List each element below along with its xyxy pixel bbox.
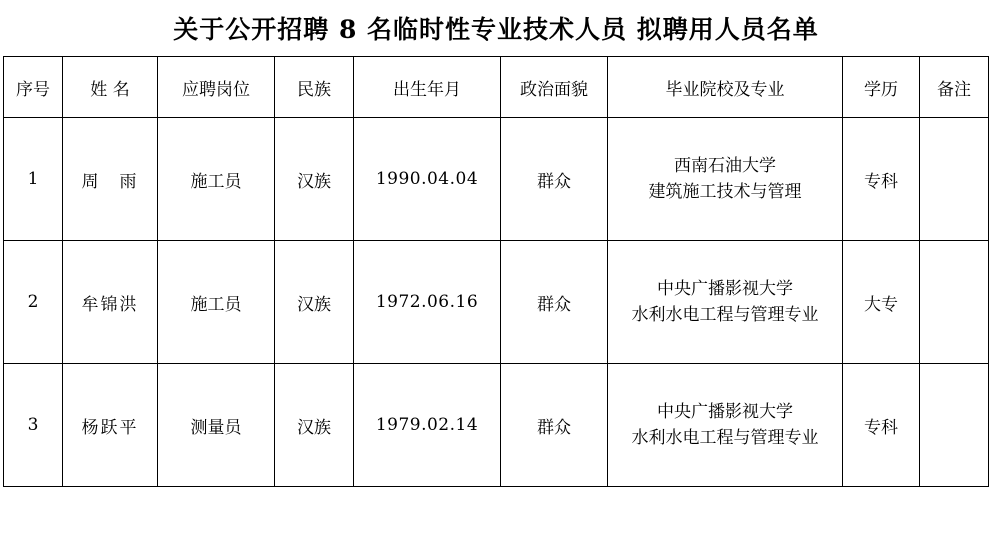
cell-ethnicity: 汉族 bbox=[275, 118, 354, 241]
cell-name: 周 雨 bbox=[63, 118, 158, 241]
cell-school bbox=[608, 241, 843, 364]
cell-birthdate: 1990.04.04 bbox=[354, 118, 501, 241]
table-header-row bbox=[4, 57, 989, 118]
table-row bbox=[4, 364, 989, 487]
page-title: 关于公开招聘 8 名临时性专业技术人员 拟聘用人员名单 bbox=[173, 15, 819, 44]
cell-political: 群众 bbox=[501, 364, 608, 487]
table-body bbox=[4, 118, 989, 487]
table-row bbox=[4, 241, 989, 364]
table-header bbox=[4, 57, 989, 118]
cell-birthdate: 1979.02.14 bbox=[354, 364, 501, 487]
column-header-school: 毕业院校及专业 bbox=[608, 57, 843, 118]
cell-no: 2 bbox=[4, 241, 63, 364]
school-name: 中央广播影视大学 bbox=[657, 278, 793, 299]
school-major: 水利水电工程与管理专业 bbox=[631, 428, 819, 448]
cell-ethnicity: 汉族 bbox=[275, 241, 354, 364]
column-header-political: 政治面貌 bbox=[501, 57, 608, 118]
column-header-birthdate: 出生年月 bbox=[354, 57, 501, 118]
cell-education: 专科 bbox=[843, 364, 920, 487]
cell-no: 1 bbox=[4, 118, 63, 241]
school-major: 建筑施工技术与管理 bbox=[648, 182, 802, 202]
school-name: 中央广播影视大学 bbox=[657, 401, 793, 422]
table-row bbox=[4, 118, 989, 241]
school-name: 西南石油大学 bbox=[674, 155, 776, 176]
candidates-table bbox=[3, 56, 989, 487]
cell-name: 牟锦洪 bbox=[63, 241, 158, 364]
cell-remark bbox=[920, 118, 989, 241]
cell-ethnicity: 汉族 bbox=[275, 364, 354, 487]
cell-political: 群众 bbox=[501, 241, 608, 364]
cell-name: 杨跃平 bbox=[63, 364, 158, 487]
column-header-ethnicity: 民族 bbox=[275, 57, 354, 118]
cell-education: 大专 bbox=[843, 241, 920, 364]
cell-birthdate: 1972.06.16 bbox=[354, 241, 501, 364]
cell-remark bbox=[920, 241, 989, 364]
cell-post: 测量员 bbox=[158, 364, 275, 487]
column-header-remark: 备注 bbox=[920, 57, 989, 118]
cell-post: 施工员 bbox=[158, 118, 275, 241]
column-header-name: 姓 名 bbox=[63, 57, 158, 118]
cell-school bbox=[608, 118, 843, 241]
column-header-no: 序号 bbox=[4, 57, 63, 118]
cell-post: 施工员 bbox=[158, 241, 275, 364]
cell-education: 专科 bbox=[843, 118, 920, 241]
cell-school bbox=[608, 364, 843, 487]
cell-no: 3 bbox=[4, 364, 63, 487]
cell-political: 群众 bbox=[501, 118, 608, 241]
school-major: 水利水电工程与管理专业 bbox=[631, 305, 819, 325]
column-header-education: 学历 bbox=[843, 57, 920, 118]
cell-remark bbox=[920, 364, 989, 487]
column-header-post: 应聘岗位 bbox=[158, 57, 275, 118]
